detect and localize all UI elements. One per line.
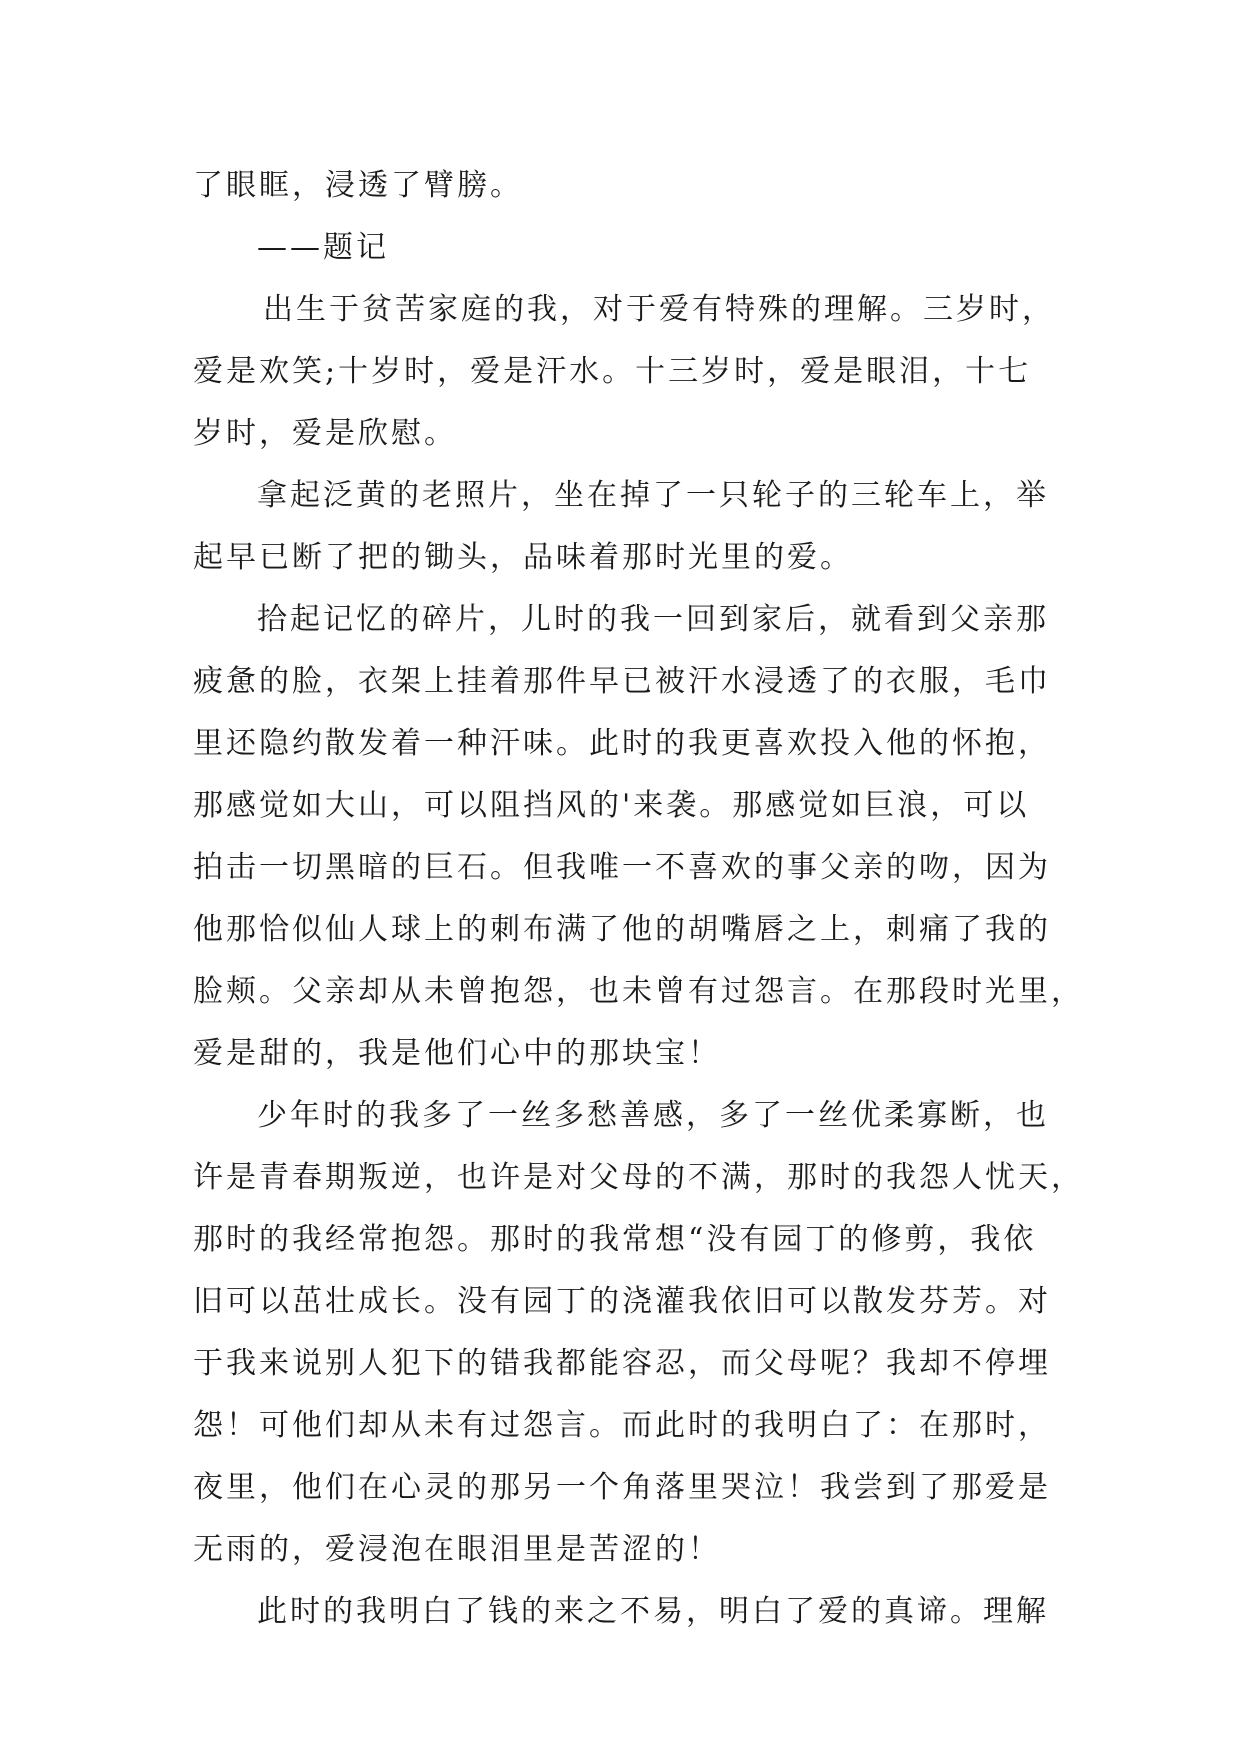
text-line: 起早已断了把的锄头，品味着那时光里的爱。 [193,540,853,575]
text-line: 疲惫的脸，衣架上挂着那件早已被汗水浸透了的衣服，毛巾 [193,664,1051,699]
text-line: 脸颊。父亲却从未曾抱怨，也未曾有过怨言。在那段时光里， [193,974,1084,1009]
text-line: 他那恰似仙人球上的刺布满了他的胡嘴唇之上，刺痛了我的 [193,912,1051,947]
epigraph-signature: ——题记 [257,230,389,265]
essay-body [193,155,1084,1643]
text-line: 里还隐约散发着一种汗味。此时的我更喜欢投入他的怀抱， [193,726,1051,761]
text-line: 了眼眶，浸透了臂膀。 [193,168,523,203]
text-line: 于我来说别人犯下的错我都能容忍，而父母呢？我却不停埋 [193,1346,1051,1381]
text-line: 旧可以茁壮成长。没有园丁的浇灌我依旧可以散发芬芳。对 [193,1284,1051,1319]
text-line: 爱是甜的，我是他们心中的那块宝！ [193,1036,721,1071]
text-line: 拾起记忆的碎片，儿时的我一回到家后，就看到父亲那 [257,602,1049,637]
text-line: 那感觉如大山，可以阻挡风的'来袭。那感觉如巨浪，可以 [193,788,1030,823]
text-line: 爱是欢笑;十岁时，爱是汗水。十三岁时，爱是眼泪，十七 [193,354,1032,389]
text-line: 拿起泛黄的老照片，坐在掉了一只轮子的三轮车上，举 [257,478,1049,513]
text-line: 拍击一切黑暗的巨石。但我唯一不喜欢的事父亲的吻，因为 [193,850,1051,885]
text-line: 岁时，爱是欣慰。 [193,416,457,451]
text-line: 无雨的，爱浸泡在眼泪里是苦涩的！ [193,1532,721,1567]
text-line: 此时的我明白了钱的来之不易，明白了爱的真谛。理解 [257,1594,1049,1629]
text-line: 夜里，他们在心灵的那另一个角落里哭泣！我尝到了那爱是 [193,1470,1051,1505]
text-line: 少年时的我多了一丝多愁善感，多了一丝优柔寡断，也 [257,1098,1049,1133]
text-line: 怨！可他们却从未有过怨言。而此时的我明白了：在那时， [193,1408,1051,1443]
text-line: 出生于贫苦家庭的我，对于爱有特殊的理解。三岁时， [263,292,1055,327]
text-line: 许是青春期叛逆，也许是对父母的不满，那时的我怨人忧天， [193,1160,1084,1195]
text-line: 那时的我经常抱怨。那时的我常想“没有园丁的修剪，我依 [193,1222,1037,1257]
